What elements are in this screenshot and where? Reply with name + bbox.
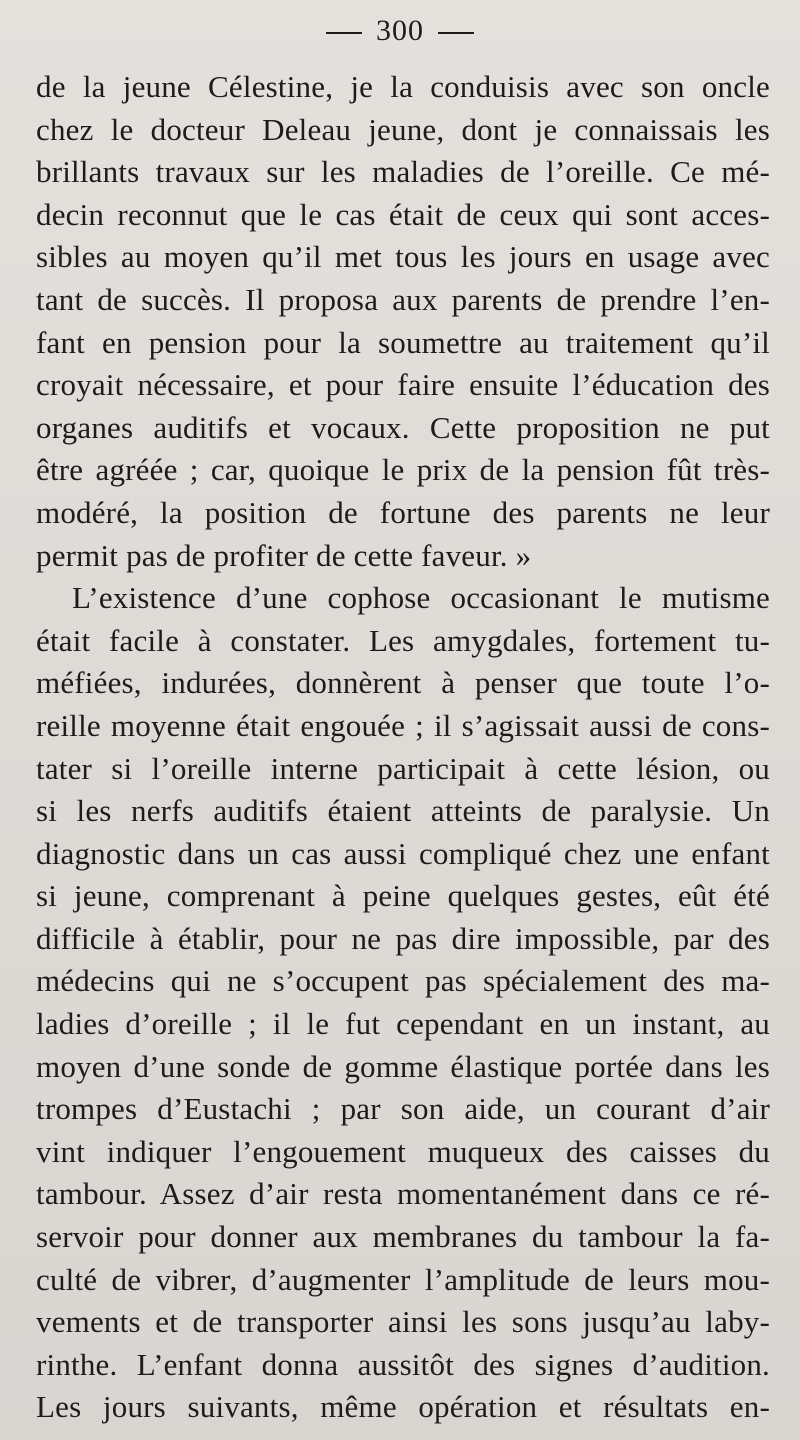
text-line: était facile à constater. Les amygdales, fortement tu- bbox=[36, 622, 770, 658]
text-line: trompes d’Eustachi ; par son aide, un courant d’air bbox=[36, 1091, 770, 1127]
page-number-header bbox=[0, 14, 800, 48]
text-line: ladies d’oreille ; il le fut cependant en un instant, au bbox=[36, 1006, 770, 1042]
text-line: de la jeune Célestine, je la conduisis avec son oncle bbox=[36, 69, 770, 104]
text-line: diagnostic dans un cas aussi compliqué chez une enfant bbox=[36, 835, 770, 871]
text-line: decin reconnut que le cas était de ceux qui sont acces- bbox=[36, 196, 770, 232]
text-line: tambour. Assez d’air resta momentanément dans ce ré- bbox=[36, 1176, 770, 1212]
text-line: être agréée ; car, quoique le prix de la pension fût très- bbox=[36, 452, 770, 488]
page-number: 300 bbox=[376, 14, 424, 47]
text-line: modéré, la position de fortune des parents ne leur bbox=[36, 494, 770, 530]
text-line: croyait nécessaire, et pour faire ensuite l’éducation des bbox=[36, 367, 770, 403]
body-text bbox=[36, 66, 770, 1429]
text-line: méfiées, indurées, donnèrent à penser que toute l’o- bbox=[36, 665, 770, 701]
text-line: organes auditifs et vocaux. Cette proposition ne put bbox=[36, 409, 770, 445]
paragraph-end-line: permit pas de profiter de cette faveur. » bbox=[36, 537, 532, 573]
right-dash bbox=[438, 32, 474, 34]
text-line: si les nerfs auditifs étaient atteints de paralysie. Un bbox=[36, 793, 770, 829]
text-line: fant en pension pour la soumettre au traitement qu’il bbox=[36, 324, 770, 360]
text-line: sibles au moyen qu’il met tous les jours en usage avec bbox=[36, 239, 770, 275]
text-line: tater si l’oreille interne participait à cette lésion, ou bbox=[36, 750, 770, 786]
left-dash bbox=[326, 32, 362, 34]
text-line: moyen d’une sonde de gomme élastique portée dans les bbox=[36, 1048, 770, 1084]
text-line: si jeune, comprenant à peine quelques gestes, eût été bbox=[36, 878, 770, 914]
text-line: vint indiquer l’engouement muqueux des caisses du bbox=[36, 1133, 770, 1169]
text-line: rinthe. L’enfant donna aussitôt des signes d’audition. bbox=[36, 1346, 770, 1382]
text-line: culté de vibrer, d’augmenter l’amplitude de leurs mou- bbox=[36, 1261, 770, 1297]
text-line: reille moyenne était engouée ; il s’agissait aussi de cons- bbox=[36, 707, 770, 743]
text-line: servoir pour donner aux membranes du tambour la fa- bbox=[36, 1219, 770, 1255]
text-line: tant de succès. Il proposa aux parents de prendre l’en- bbox=[36, 281, 770, 317]
paragraph-start-line: L’existence d’une cophose occasionant le mutisme bbox=[72, 580, 770, 616]
text-line: Les jours suivants, même opération et résultats en- bbox=[36, 1389, 770, 1425]
text-line: difficile à établir, pour ne pas dire impossible, par des bbox=[36, 920, 770, 956]
text-line: brillants travaux sur les maladies de l’oreille. Ce mé- bbox=[36, 154, 770, 190]
text-line: médecins qui ne s’occupent pas spécialement des ma- bbox=[36, 963, 770, 999]
text-line: vements et de transporter ainsi les sons jusqu’au laby- bbox=[36, 1304, 770, 1340]
text-line: chez le docteur Deleau jeune, dont je connaissais les bbox=[36, 111, 770, 147]
